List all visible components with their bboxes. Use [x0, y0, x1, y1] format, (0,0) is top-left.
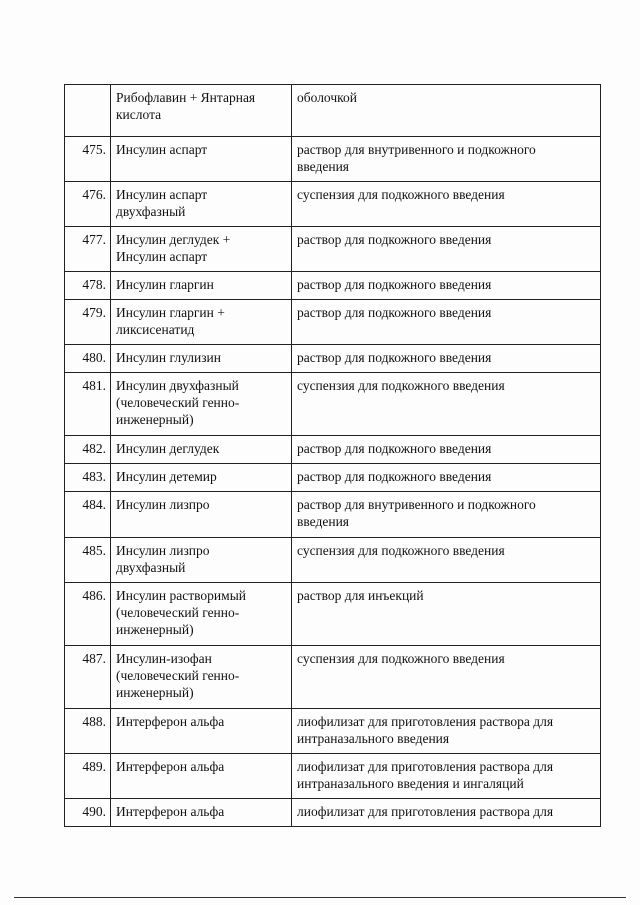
table-row	[65, 182, 601, 227]
row-number: 480.	[65, 345, 111, 373]
dosage-form: раствор для подкожного введения	[292, 345, 601, 373]
drug-name: Инсулин глулизин	[111, 345, 292, 373]
row-number: 484.	[65, 492, 111, 538]
row-number: 479.	[65, 300, 111, 345]
dosage-form: суспензия для подкожного введения	[292, 538, 601, 583]
table-row	[65, 492, 601, 538]
table-row	[65, 646, 601, 709]
table-row	[65, 227, 601, 272]
drug-name: Интерферон альфа	[111, 799, 292, 827]
dosage-form: раствор для подкожного введения	[292, 227, 601, 272]
row-number: 478.	[65, 272, 111, 300]
drug-name: Инсулин лизпро	[111, 492, 292, 538]
drug-name: Инсулин растворимый (человеческий генно- инженерный)	[111, 583, 292, 646]
drug-name: Инсулин лизпро двухфазный	[111, 538, 292, 583]
dosage-form: раствор для подкожного введения	[292, 272, 601, 300]
drug-name: Инсулин гларгин + ликсисенатид	[111, 300, 292, 345]
drug-name: Инсулин-изофан (человеческий генно- инженерный)	[111, 646, 292, 709]
dosage-form: суспензия для подкожного введения	[292, 646, 601, 709]
dosage-form: лиофилизат для приготовления раствора для интраназального введения	[292, 709, 601, 754]
row-number: 482.	[65, 436, 111, 464]
dosage-form: раствор для инъекций	[292, 583, 601, 646]
dosage-form: раствор для подкожного введения	[292, 464, 601, 492]
drug-name: Инсулин гларгин	[111, 272, 292, 300]
drug-name: Интерферон альфа	[111, 709, 292, 754]
row-number: 487.	[65, 646, 111, 709]
dosage-form: оболочкой	[292, 85, 601, 137]
dosage-form: раствор для подкожного введения	[292, 436, 601, 464]
drug-name: Инсулин деглудек + Инсулин аспарт	[111, 227, 292, 272]
table-row	[65, 754, 601, 799]
row-number: 481.	[65, 373, 111, 436]
table-row	[65, 345, 601, 373]
drug-name: Интерферон альфа	[111, 754, 292, 799]
table-row	[65, 538, 601, 583]
drug-name: Инсулин аспарт двухфазный	[111, 182, 292, 227]
row-number: 490.	[65, 799, 111, 827]
table-row	[65, 709, 601, 754]
dosage-form: лиофилизат для приготовления раствора для	[292, 799, 601, 827]
table-row	[65, 799, 601, 827]
row-number: 489.	[65, 754, 111, 799]
row-number: 485.	[65, 538, 111, 583]
drug-name: Инсулин аспарт	[111, 137, 292, 182]
table-row	[65, 300, 601, 345]
row-number: 486.	[65, 583, 111, 646]
row-number: 488.	[65, 709, 111, 754]
table-row	[65, 464, 601, 492]
dosage-form: лиофилизат для приготовления раствора для интраназального введения и ингаляций	[292, 754, 601, 799]
row-number: 477.	[65, 227, 111, 272]
drug-name: Рибофлавин + Янтарная кислота	[111, 85, 292, 137]
drug-name: Инсулин детемир	[111, 464, 292, 492]
dosage-form: суспензия для подкожного введения	[292, 373, 601, 436]
drug-list-table	[64, 84, 601, 827]
row-number: 476.	[65, 182, 111, 227]
table-row	[65, 272, 601, 300]
dosage-form: раствор для внутривенного и подкожного введения	[292, 137, 601, 182]
table-row	[65, 436, 601, 464]
drug-name: Инсулин деглудек	[111, 436, 292, 464]
dosage-form: раствор для внутривенного и подкожного введения	[292, 492, 601, 538]
dosage-form: раствор для подкожного введения	[292, 300, 601, 345]
table-row	[65, 85, 601, 137]
dosage-form: суспензия для подкожного введения	[292, 182, 601, 227]
page-bottom-divider	[14, 897, 626, 898]
table-row	[65, 583, 601, 646]
row-number: 475.	[65, 137, 111, 182]
row-number: 483.	[65, 464, 111, 492]
table-row	[65, 373, 601, 436]
drug-name: Инсулин двухфазный (человеческий генно- инженерный)	[111, 373, 292, 436]
drug-table-body	[65, 85, 601, 827]
table-row	[65, 137, 601, 182]
row-number	[65, 85, 111, 137]
